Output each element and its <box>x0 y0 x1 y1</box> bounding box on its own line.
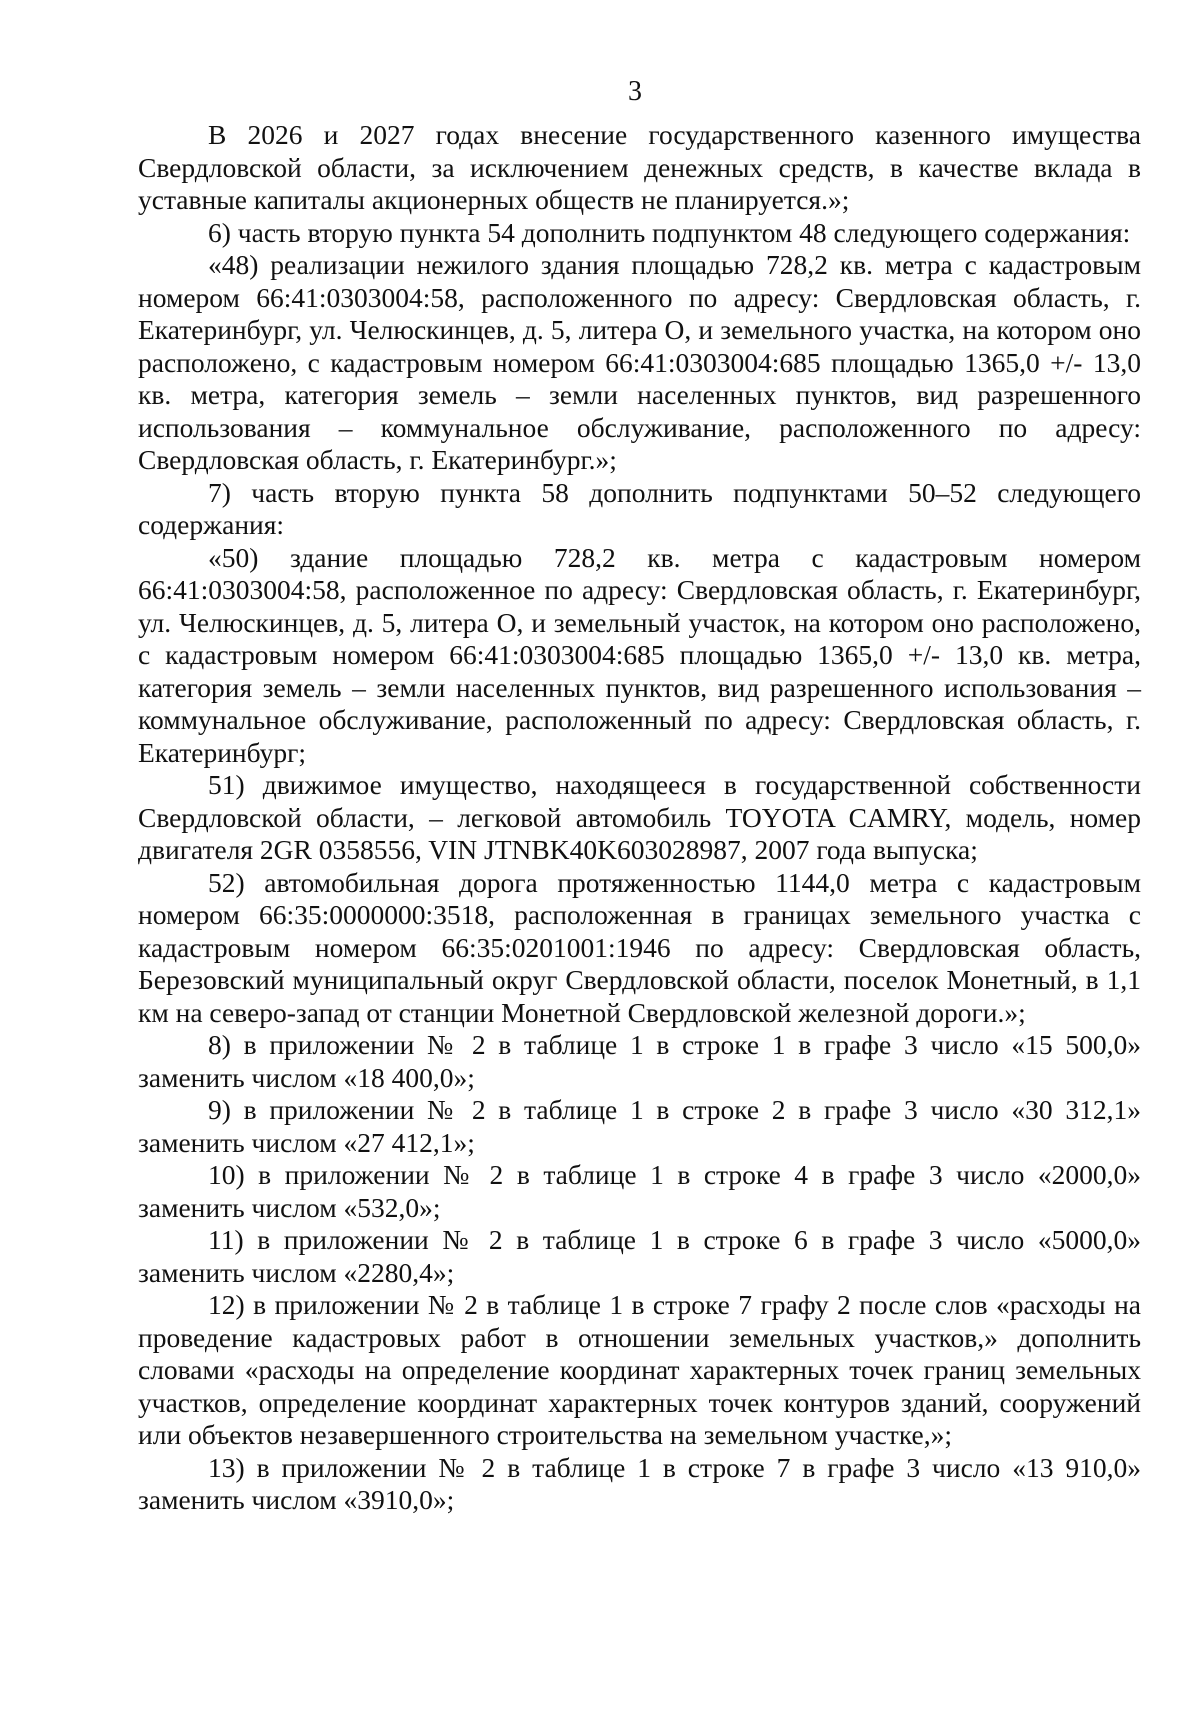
paragraph-subitem-51: 51) движимое имущество, находящееся в государственной собственности Свердловской области, – легковой автомобиль TOYOTA CAMRY, модель, номер двигателя 2GR 0358556, VIN JTNBK40K603028987, 2007 года выпуска; <box>138 769 1141 865</box>
document-body <box>138 119 1141 1517</box>
paragraph-item-9: 9) в приложении № 2 в таблице 1 в строке 2 в графе 3 число «30 312,1» заменить числом «27 412,1»; <box>138 1094 1141 1158</box>
page-number: 3 <box>628 76 642 107</box>
paragraph-item-13: 13) в приложении № 2 в таблице 1 в строке 7 в графе 3 число «13 910,0» заменить числом «3910,0»; <box>138 1451 1141 1515</box>
paragraph-item-11: 11) в приложении № 2 в таблице 1 в строке 6 в графе 3 число «5000,0» заменить числом «2280,4»; <box>138 1224 1141 1288</box>
paragraph-subitem-52: 52) автомобильная дорога протяженностью 1144,0 метра с кадастровым номером 66:35:0000000:3518, расположенная в границах земельного участка с кадастровым номером 66:35:0201001:1946 по адресу: Свердловская область, Березовский муниципальный округ Свердловской области, поселок Монетный, в 1,1 км на северо-запад от станции Монетной Свердловской железной дороги.»; <box>138 866 1141 1028</box>
paragraph-intro: В 2026 и 2027 годах внесение государственного казенного имущества Свердловской области, за исключением денежных средств, в качестве вклада в уставные капиталы акционерных обществ не планируется.»; <box>138 119 1141 215</box>
paragraph-item-12: 12) в приложении № 2 в таблице 1 в строке 7 графу 2 после слов «расходы на проведение кадастровых работ в отношении земельных участков,» дополнить словами «расходы на определение координат характерных точек границ земельных участков, определение координат характерных точек контуров зданий, сооружений или объектов незавершенного строительства на земельном участке,»; <box>138 1289 1141 1450</box>
paragraph-item-10: 10) в приложении № 2 в таблице 1 в строке 4 в графе 3 число «2000,0» заменить числом «532,0»; <box>138 1159 1141 1223</box>
paragraph-item-6: 6) часть вторую пункта 54 дополнить подпунктом 48 следующего содержания: <box>208 216 1131 248</box>
paragraph-item-7: 7) часть вторую пункта 58 дополнить подпунктами 50–52 следующего содержания: <box>138 476 1141 540</box>
paragraph-subitem-48: «48) реализации нежилого здания площадью 728,2 кв. метра с кадастровым номером 66:41:0303004:58, расположенного по адресу: Свердловская область, г. Екатеринбург, ул. Челюскинцев, д. 5, литера О, и земельного участка, на котором оно расположено, с кадастровым номером 66:41:0303004:685 площадью 1365,0 +/- 13,0 кв. метра, категория земель – земли населенных пунктов, вид разрешенного использования – коммунальное обслуживание, расположенного по адресу: Свердловская область, г. Екатеринбург.»; <box>138 249 1141 475</box>
paragraph-subitem-50: «50) здание площадью 728,2 кв. метра с кадастровым номером 66:41:0303004:58, расположенное по адресу: Свердловская область, г. Екатеринбург, ул. Челюскинцев, д. 5, литера О, и земельный участок, на котором оно расположено, с кадастровым номером 66:41:0303004:685 площадью 1365,0 +/- 13,0 кв. метра, категория земель – земли населенных пунктов, вид разрешенного использования – коммунальное обслуживание, расположенный по адресу: Свердловская область, г. Екатеринбург; <box>138 541 1141 768</box>
paragraph-item-8: 8) в приложении № 2 в таблице 1 в строке 1 в графе 3 число «15 500,0» заменить числом «18 400,0»; <box>138 1029 1141 1093</box>
